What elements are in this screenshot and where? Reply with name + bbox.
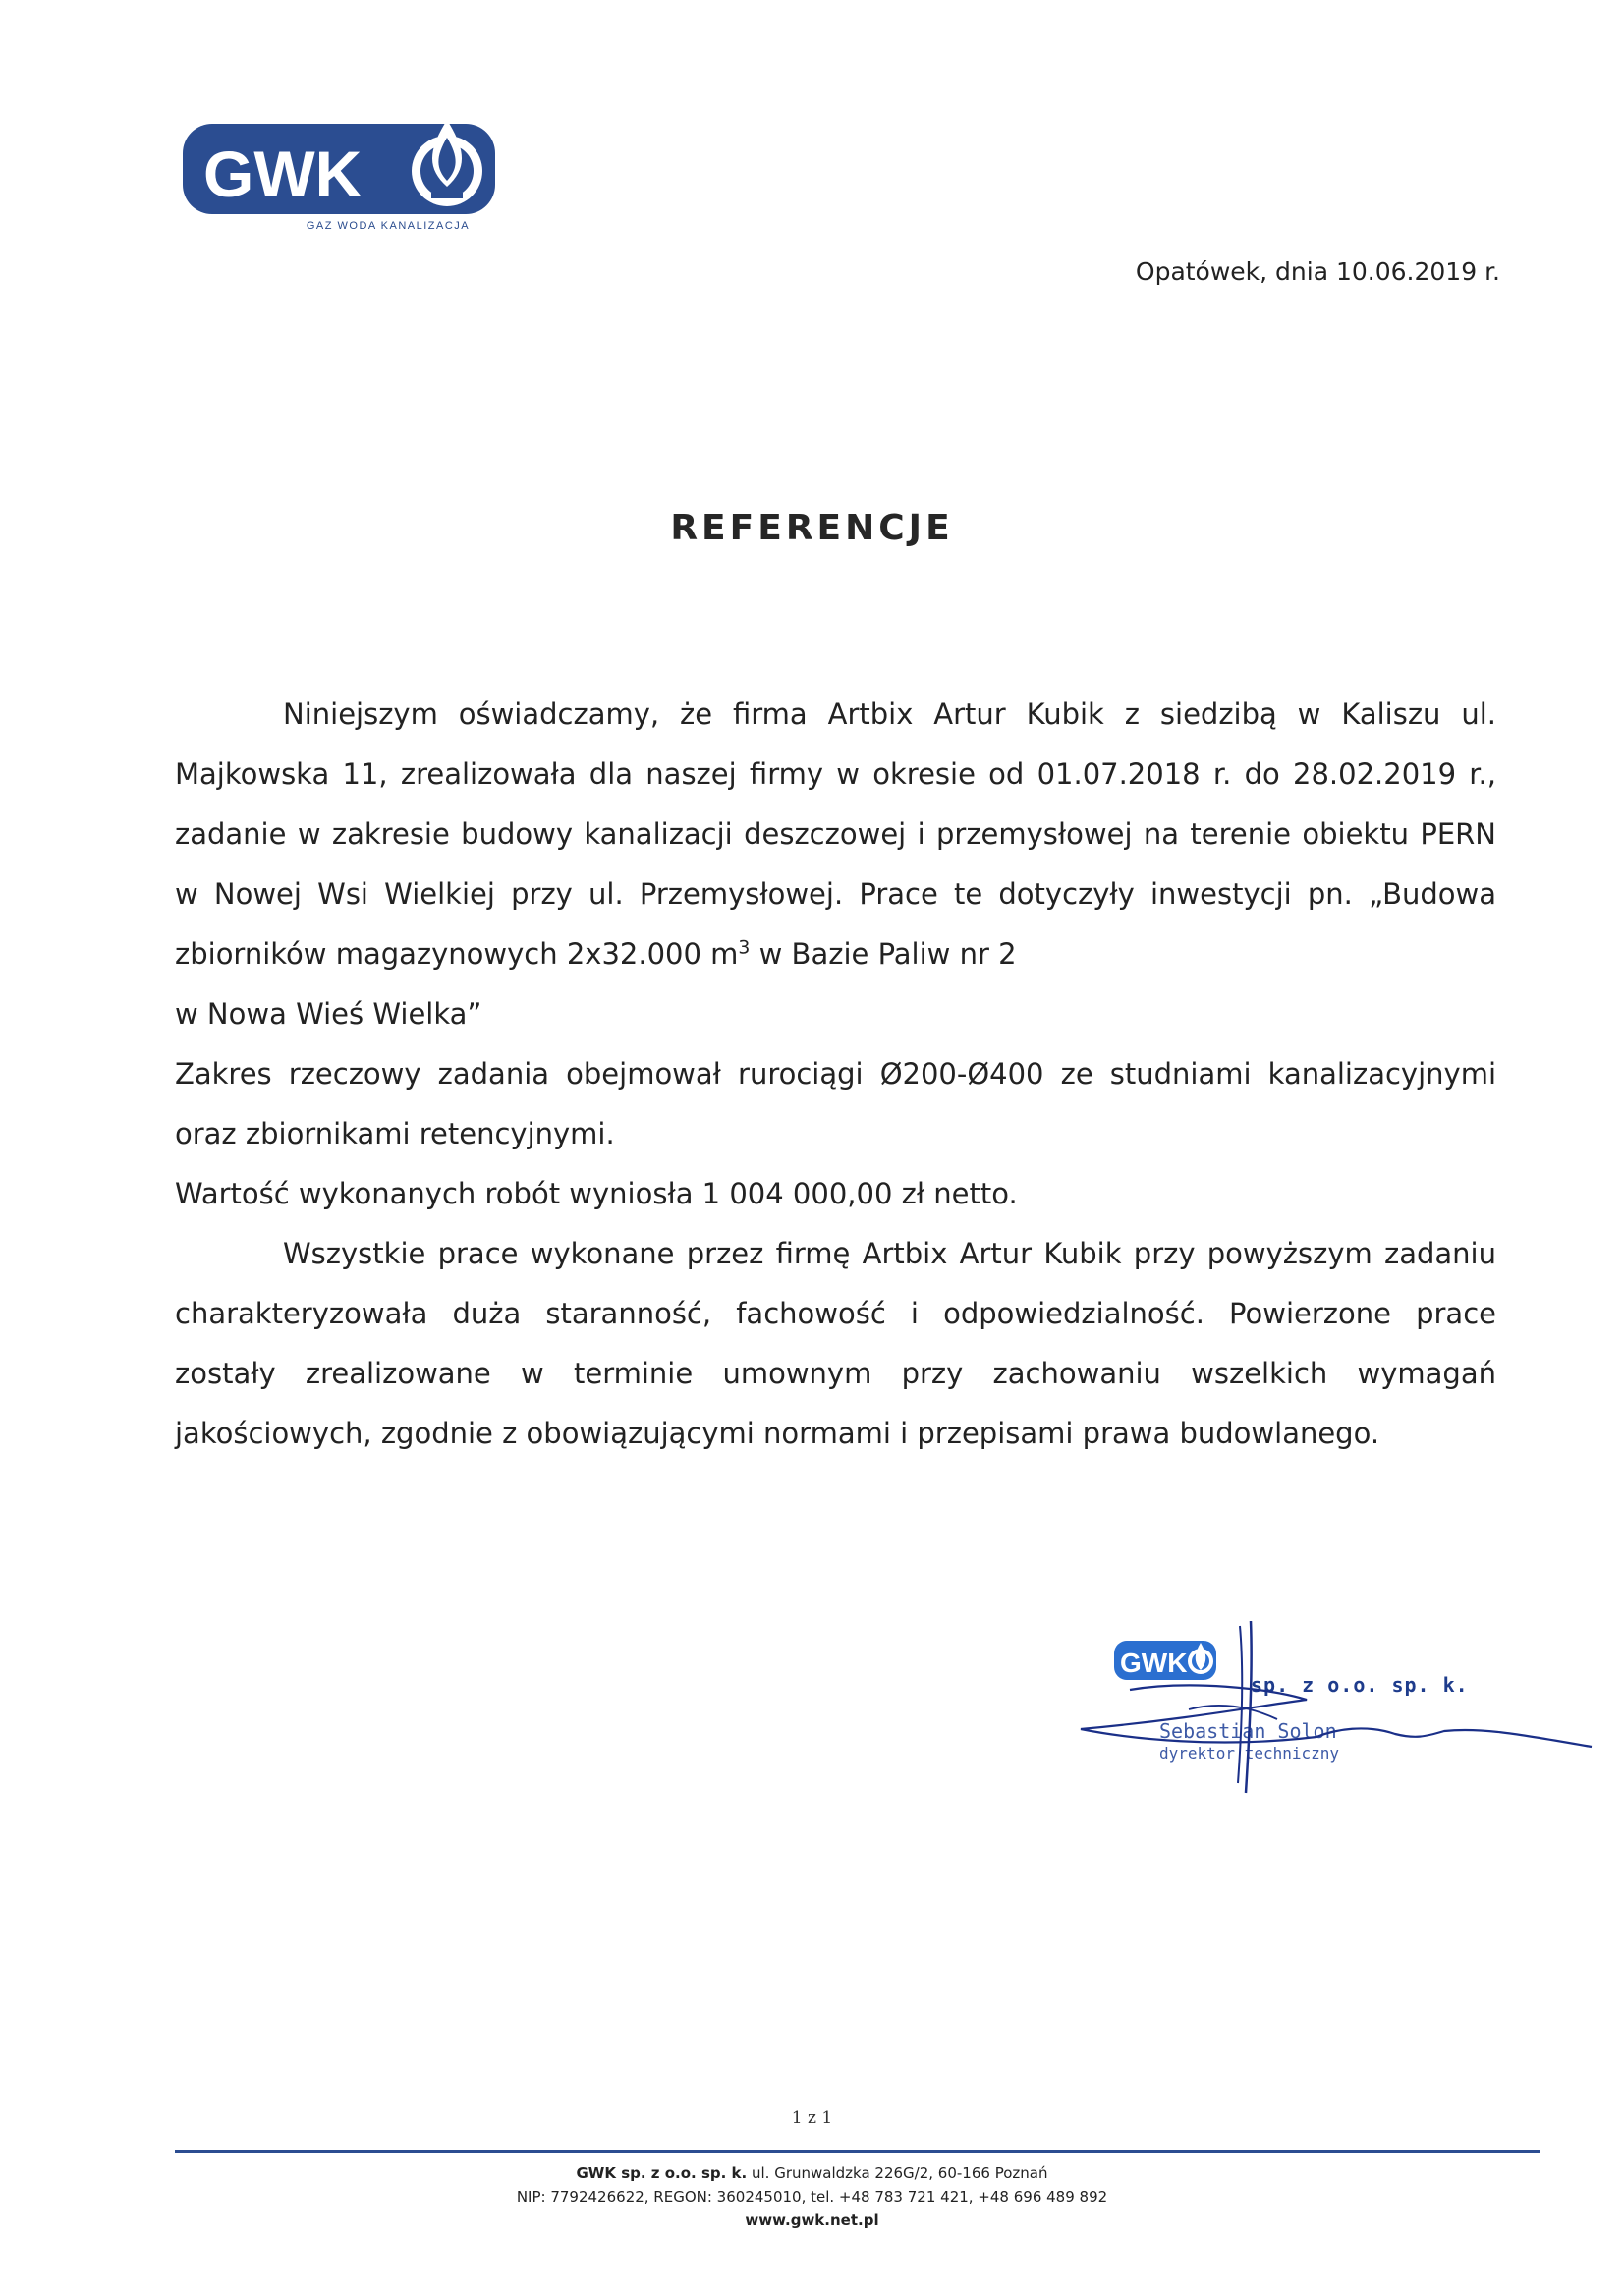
paragraph-scope: Zakres rzeczowy zadania obejmował rurociągi Ø200-Ø400 ze studniami kanalizacyjnymi oraz zbiornikami retencyjnymi.	[175, 1057, 1496, 1150]
gwk-logo-graphic	[180, 106, 504, 214]
paragraph-reference	[175, 685, 1496, 984]
page-number: 1 z 1	[791, 2108, 833, 2128]
paragraph-reference-end: w Bazie Paliw nr 2	[750, 937, 1017, 971]
stamp-signatory-role: dyrektor techniczny	[1159, 1744, 1340, 1763]
document-title: REFERENCJE	[670, 508, 954, 548]
letter-body	[175, 685, 1496, 1464]
stamp-logo-text: GWK	[1120, 1648, 1188, 1678]
footer-ids: NIP: 7792426622, REGON: 360245010, tel. +48 783 721 421, +48 696 489 892	[516, 2188, 1108, 2206]
footer-website-line	[0, 2209, 1624, 2232]
place-and-date: Opatówek, dnia 10.06.2019 r.	[1135, 257, 1500, 286]
footer-company: GWK sp. z o.o. sp. k.	[576, 2164, 748, 2182]
paragraph-location: w Nowa Wieś Wielka”	[175, 997, 482, 1031]
stamp-signatory-name: Sebastian Solon	[1159, 1719, 1337, 1743]
footer-address: ul. Grunwaldzka 226G/2, 60-166 Poznań	[747, 2164, 1048, 2182]
letterhead-footer	[0, 2161, 1624, 2232]
superscript-3: 3	[738, 937, 751, 959]
stamp-company: sp. z o.o. sp. k.	[1251, 1673, 1469, 1697]
footer-address-line	[0, 2161, 1624, 2185]
footer-divider	[175, 2150, 1540, 2153]
paragraph-reference-text: Niniejszym oświadczamy, że firma Artbix Artur Kubik z siedzibą w Kaliszu ul. Majkowska 11, zrealizowała dla naszej firmy w okresie od 01.07.2018 r. do 28.02.2019 r., zadanie w zakresie budowy kanalizacji deszczowej i przemysłowej na terenie obiektu PERN w Nowej Wsi Wielkiej przy ul. Przemysłowej. Prace te dotyczyły inwestycji pn. „Budowa zbiorników magazynowych 2x32.000 m	[175, 698, 1496, 971]
paragraph-assessment: Wszystkie prace wykonane przez firmę Artbix Artur Kubik przy powyższym zadaniu charakteryzowała duża staranność, fachowość i odpowiedzialność. Powierzone prace zostały zrealizowane w terminie umownym przy zachowaniu wszelkich wymagań jakościowych, zgodnie z obowiązującymi normami i przepisami prawa budowlanego.	[175, 1237, 1496, 1450]
paragraph-value: Wartość wykonanych robót wyniosła 1 004 000,00 zł netto.	[175, 1177, 1018, 1210]
company-stamp	[1071, 1611, 1601, 1808]
company-logo	[180, 106, 504, 244]
logo-subtitle: GAZ WODA KANALIZACJA	[306, 220, 471, 232]
logo-text: GWK	[203, 138, 363, 210]
handwritten-signature	[1071, 1611, 1601, 1808]
footer-website: www.gwk.net.pl	[745, 2211, 879, 2229]
